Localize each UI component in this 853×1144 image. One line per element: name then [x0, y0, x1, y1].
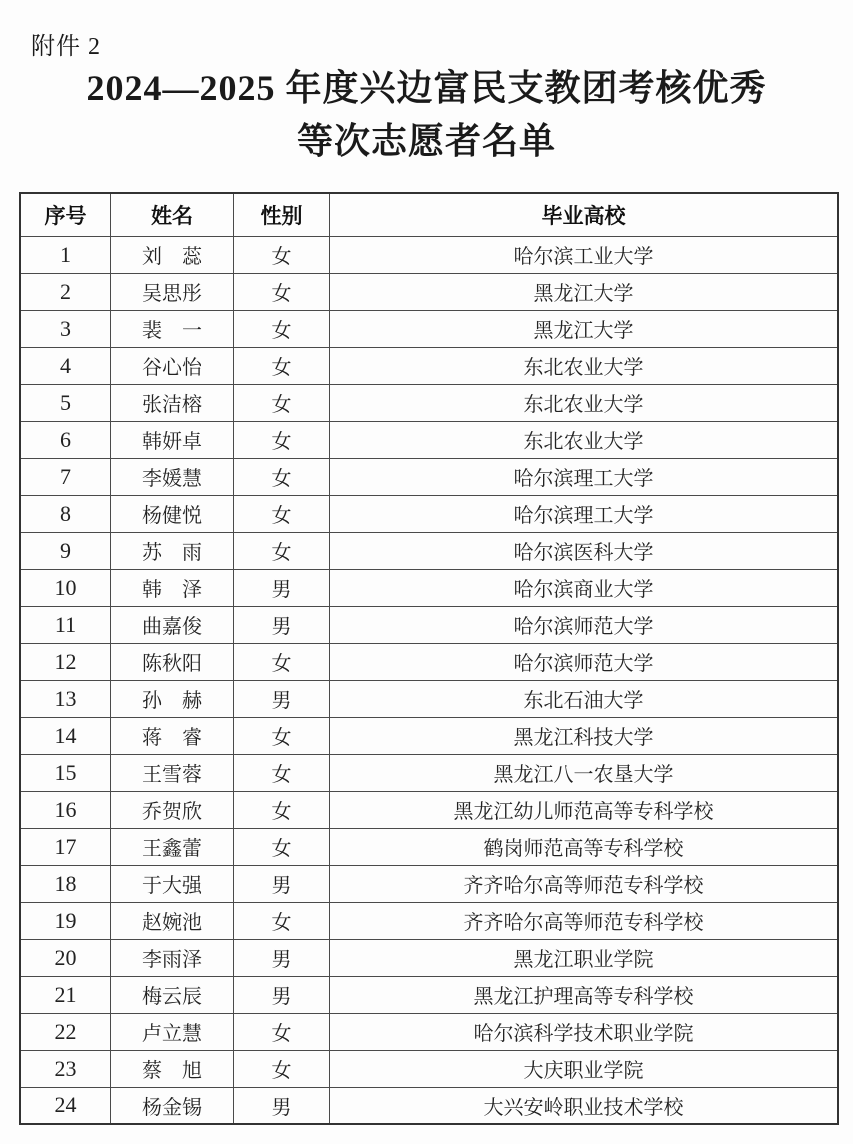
cell-name: 孙 赫 [111, 680, 234, 717]
cell-name: 张洁榕 [111, 384, 234, 421]
table-row [20, 421, 838, 458]
table-row [20, 310, 838, 347]
cell-serial-number: 11 [20, 606, 111, 643]
cell-graduated-school: 东北农业大学 [330, 421, 839, 458]
cell-graduated-school: 哈尔滨师范大学 [330, 606, 839, 643]
header-name: 姓名 [111, 193, 234, 236]
cell-gender: 女 [234, 310, 330, 347]
table-row [20, 976, 838, 1013]
cell-gender: 男 [234, 1087, 330, 1124]
table-row [20, 236, 838, 273]
cell-graduated-school: 哈尔滨工业大学 [330, 236, 839, 273]
cell-graduated-school: 齐齐哈尔高等师范专科学校 [330, 865, 839, 902]
cell-gender: 男 [234, 939, 330, 976]
cell-name: 杨健悦 [111, 495, 234, 532]
cell-name: 曲嘉俊 [111, 606, 234, 643]
cell-gender: 男 [234, 606, 330, 643]
cell-name: 蔡 旭 [111, 1050, 234, 1087]
cell-serial-number: 1 [20, 236, 111, 273]
table-row [20, 1087, 838, 1124]
cell-name: 苏 雨 [111, 532, 234, 569]
document-title-line1: 2024—2025 年度兴边富民支教团考核优秀 [86, 68, 767, 108]
cell-name: 卢立慧 [111, 1013, 234, 1050]
cell-name: 王鑫蕾 [111, 828, 234, 865]
header-graduated-school: 毕业高校 [330, 193, 839, 236]
cell-serial-number: 13 [20, 680, 111, 717]
cell-graduated-school: 哈尔滨医科大学 [330, 532, 839, 569]
cell-graduated-school: 哈尔滨科学技术职业学院 [330, 1013, 839, 1050]
table-row [20, 569, 838, 606]
cell-name: 韩 泽 [111, 569, 234, 606]
cell-graduated-school: 东北石油大学 [330, 680, 839, 717]
cell-graduated-school: 黑龙江大学 [330, 273, 839, 310]
cell-name: 梅云辰 [111, 976, 234, 1013]
cell-name: 杨金锡 [111, 1087, 234, 1124]
cell-serial-number: 10 [20, 569, 111, 606]
table-body [20, 236, 838, 1124]
cell-gender: 女 [234, 791, 330, 828]
cell-serial-number: 6 [20, 421, 111, 458]
table-row [20, 495, 838, 532]
cell-name: 刘 蕊 [111, 236, 234, 273]
cell-name: 谷心怡 [111, 347, 234, 384]
cell-name: 陈秋阳 [111, 643, 234, 680]
cell-serial-number: 18 [20, 865, 111, 902]
attachment-label: 附件 2 [31, 34, 101, 60]
header-serial-number: 序号 [20, 193, 111, 236]
cell-graduated-school: 黑龙江护理高等专科学校 [330, 976, 839, 1013]
cell-serial-number: 9 [20, 532, 111, 569]
table-row [20, 273, 838, 310]
cell-name: 韩妍卓 [111, 421, 234, 458]
cell-name: 蒋 睿 [111, 717, 234, 754]
cell-serial-number: 19 [20, 902, 111, 939]
cell-serial-number: 2 [20, 273, 111, 310]
cell-gender: 女 [234, 754, 330, 791]
cell-serial-number: 20 [20, 939, 111, 976]
table-row [20, 384, 838, 421]
cell-graduated-school: 黑龙江科技大学 [330, 717, 839, 754]
cell-gender: 女 [234, 828, 330, 865]
cell-name: 吴思彤 [111, 273, 234, 310]
table-row [20, 828, 838, 865]
document-title-line2: 等次志愿者名单 [296, 121, 556, 161]
cell-graduated-school: 鹤岗师范高等专科学校 [330, 828, 839, 865]
header-row [20, 193, 838, 236]
cell-gender: 女 [234, 717, 330, 754]
table-row [20, 754, 838, 791]
cell-name: 乔贺欣 [111, 791, 234, 828]
table-row [20, 791, 838, 828]
table-row [20, 347, 838, 384]
cell-gender: 女 [234, 1013, 330, 1050]
table-row [20, 680, 838, 717]
table-row [20, 902, 838, 939]
cell-graduated-school: 大兴安岭职业技术学校 [330, 1087, 839, 1124]
cell-name: 赵婉池 [111, 902, 234, 939]
cell-serial-number: 7 [20, 458, 111, 495]
cell-graduated-school: 东北农业大学 [330, 384, 839, 421]
header-gender: 性别 [234, 193, 330, 236]
cell-gender: 女 [234, 495, 330, 532]
cell-gender: 女 [234, 273, 330, 310]
cell-name: 王雪蓉 [111, 754, 234, 791]
cell-serial-number: 22 [20, 1013, 111, 1050]
cell-graduated-school: 东北农业大学 [330, 347, 839, 384]
cell-serial-number: 3 [20, 310, 111, 347]
cell-graduated-school: 哈尔滨理工大学 [330, 495, 839, 532]
cell-gender: 女 [234, 421, 330, 458]
table-row [20, 606, 838, 643]
cell-serial-number: 4 [20, 347, 111, 384]
cell-graduated-school: 哈尔滨理工大学 [330, 458, 839, 495]
cell-gender: 女 [234, 458, 330, 495]
cell-serial-number: 24 [20, 1087, 111, 1124]
cell-name: 李媛慧 [111, 458, 234, 495]
cell-serial-number: 5 [20, 384, 111, 421]
cell-graduated-school: 黑龙江职业学院 [330, 939, 839, 976]
cell-gender: 女 [234, 384, 330, 421]
cell-serial-number: 17 [20, 828, 111, 865]
cell-gender: 男 [234, 865, 330, 902]
cell-serial-number: 23 [20, 1050, 111, 1087]
cell-gender: 男 [234, 680, 330, 717]
table-row [20, 458, 838, 495]
volunteer-table [19, 192, 839, 1125]
cell-serial-number: 15 [20, 754, 111, 791]
cell-gender: 女 [234, 1050, 330, 1087]
cell-gender: 女 [234, 236, 330, 273]
table-row [20, 1013, 838, 1050]
cell-serial-number: 16 [20, 791, 111, 828]
cell-graduated-school: 黑龙江幼儿师范高等专科学校 [330, 791, 839, 828]
cell-graduated-school: 齐齐哈尔高等师范专科学校 [330, 902, 839, 939]
table-header [20, 193, 838, 236]
cell-serial-number: 21 [20, 976, 111, 1013]
cell-name: 裴 一 [111, 310, 234, 347]
cell-graduated-school: 哈尔滨商业大学 [330, 569, 839, 606]
cell-serial-number: 14 [20, 717, 111, 754]
cell-serial-number: 8 [20, 495, 111, 532]
table-row [20, 532, 838, 569]
cell-graduated-school: 大庆职业学院 [330, 1050, 839, 1087]
document-title [0, 62, 853, 168]
cell-name: 李雨泽 [111, 939, 234, 976]
table-row [20, 717, 838, 754]
cell-gender: 女 [234, 532, 330, 569]
cell-gender: 女 [234, 643, 330, 680]
table-row [20, 939, 838, 976]
cell-serial-number: 12 [20, 643, 111, 680]
table-row [20, 643, 838, 680]
cell-graduated-school: 黑龙江大学 [330, 310, 839, 347]
cell-name: 于大强 [111, 865, 234, 902]
cell-gender: 女 [234, 347, 330, 384]
table-row [20, 1050, 838, 1087]
cell-graduated-school: 黑龙江八一农垦大学 [330, 754, 839, 791]
table-row [20, 865, 838, 902]
cell-graduated-school: 哈尔滨师范大学 [330, 643, 839, 680]
cell-gender: 男 [234, 569, 330, 606]
cell-gender: 男 [234, 976, 330, 1013]
cell-gender: 女 [234, 902, 330, 939]
